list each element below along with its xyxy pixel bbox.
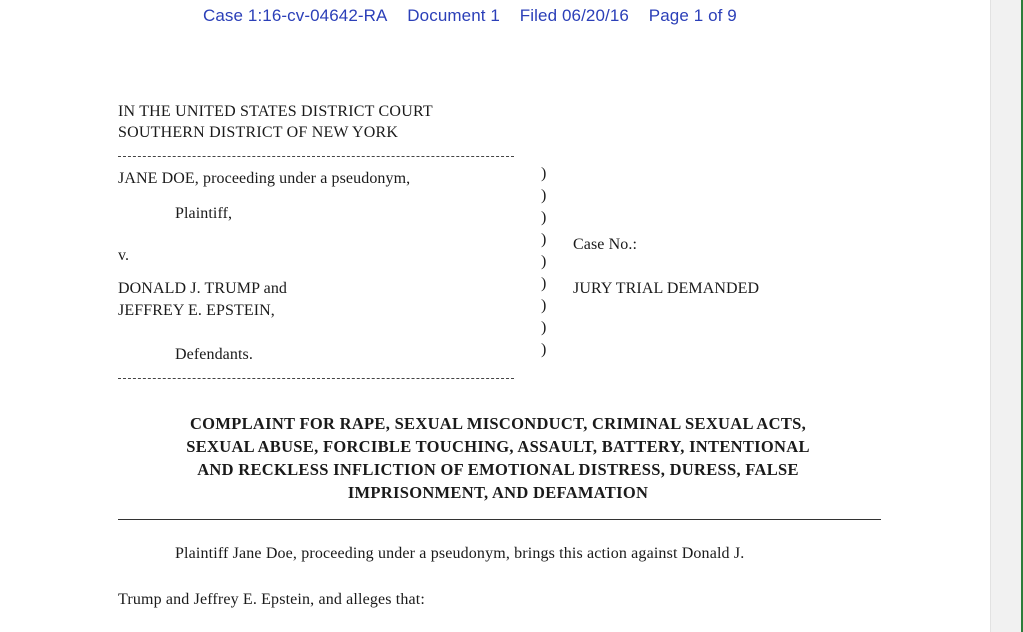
title-line: AND RECKLESS INFLICTION OF EMOTIONAL DISTRESS, DURESS, FALSE [197, 460, 799, 479]
caption-paren: ) [541, 319, 547, 336]
case-no-label: Case No.: [573, 236, 638, 253]
caption-paren: ) [541, 231, 547, 248]
plaintiff-name: JANE DOE, proceeding under a pseudonym, [118, 170, 411, 187]
ecf-filing-header [203, 6, 752, 26]
jury-demand: JURY TRIAL DEMANDED [573, 280, 760, 297]
caption-paren: ) [541, 253, 547, 270]
viewer-gutter [990, 0, 1023, 632]
document-number: Document 1 [407, 6, 500, 25]
page-count: Page 1 of 9 [648, 6, 737, 25]
title-line: SEXUAL ABUSE, FORCIBLE TOUCHING, ASSAULT, BATTERY, INTENTIONAL [186, 437, 810, 456]
court-name: IN THE UNITED STATES DISTRICT COURT [118, 103, 433, 120]
case-number: Case 1:16-cv-04642-RA [203, 6, 388, 25]
court-district: SOUTHERN DISTRICT OF NEW YORK [118, 124, 399, 141]
caption-paren: ) [541, 165, 547, 182]
body-paragraph-line: Plaintiff Jane Doe, proceeding under a pseudonym, brings this action against Donald J. [175, 545, 745, 562]
caption-paren: ) [541, 187, 547, 204]
caption-paren: ) [541, 297, 547, 314]
caption-paren-column [541, 163, 546, 361]
title-line: COMPLAINT FOR RAPE, SEXUAL MISCONDUCT, CRIMINAL SEXUAL ACTS, [189, 414, 807, 433]
caption-paren: ) [541, 341, 547, 358]
body-paragraph-line: Trump and Jeffrey E. Epstein, and alleges that: [118, 591, 425, 608]
title-rule [118, 519, 881, 520]
caption-paren: ) [541, 209, 547, 226]
defendant-trump: DONALD J. TRUMP and [118, 280, 288, 297]
court-heading [118, 101, 433, 143]
plaintiff-role: Plaintiff, [175, 205, 233, 222]
caption-paren: ) [541, 275, 547, 292]
defendant-epstein: JEFFREY E. EPSTEIN, [118, 302, 275, 319]
title-line: IMPRISONMENT, AND DEFAMATION [347, 483, 649, 502]
versus-label: v. [118, 247, 130, 264]
caption-bottom-divider [118, 378, 514, 379]
defendants-role: Defendants. [175, 346, 253, 363]
caption-top-divider [118, 156, 514, 157]
filed-date: Filed 06/20/16 [519, 6, 629, 25]
complaint-title [118, 412, 878, 504]
